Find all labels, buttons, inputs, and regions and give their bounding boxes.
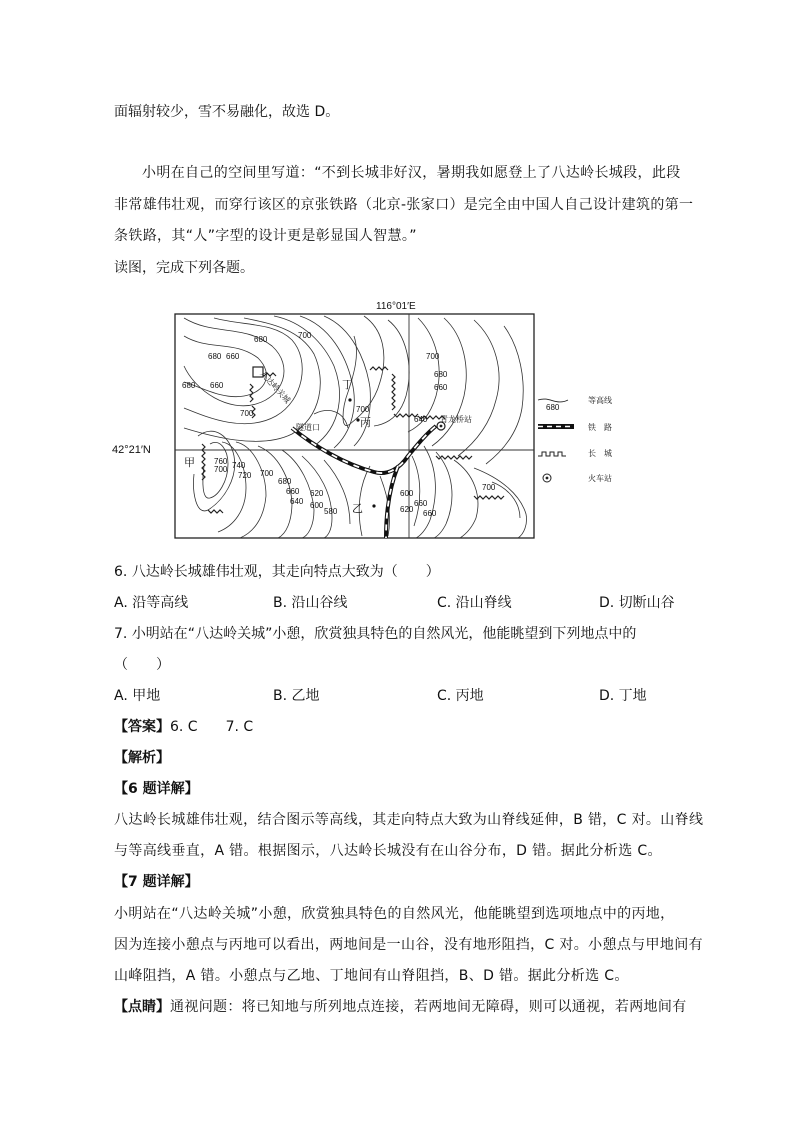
latitude-label: 42°21′N <box>112 444 151 456</box>
place-label-jia: 甲 <box>184 457 195 469</box>
contour-label: 660 <box>434 383 448 392</box>
contour-label: 700 <box>298 331 312 340</box>
q7-option-a: A. 甲地 <box>114 688 161 704</box>
contour-label: 640 <box>290 497 304 506</box>
place-label-guancheng: 八达岭关城 <box>258 369 292 406</box>
contour-label: 700 <box>482 483 496 492</box>
contour-label: 660 <box>286 487 300 496</box>
passage-line-2: 非常雄伟壮观，而穿行该区的京张铁路（北京-张家口）是完全由中国人自己设计建筑的第一 <box>114 197 694 213</box>
legend-wall-label: 长 城 <box>588 449 612 458</box>
contour-label: 600 <box>310 501 324 510</box>
contour-label: 700 <box>260 469 274 478</box>
place-label-ding: 丁 <box>342 379 353 391</box>
passage-instruction: 读图，完成下列各题。 <box>114 260 254 276</box>
q6-option-b: B. 沿山谷线 <box>273 595 348 611</box>
yi-point <box>372 504 375 507</box>
place-label-bing: 丙 <box>360 417 371 429</box>
contour-label: 680 <box>434 370 448 379</box>
passage-line-3: 条铁路，其“人”字型的设计更是彰显国人智慧。” <box>114 228 417 244</box>
question-7-number: 7. <box>114 626 128 642</box>
tip-label: 【点睛】 <box>114 999 170 1015</box>
contour-label: 720 <box>238 471 252 480</box>
contour-label: 640 <box>414 415 428 424</box>
place-label-tunnel: 隧道口 <box>296 423 320 432</box>
contour-label: 700 <box>240 409 254 418</box>
legend-contour-label: 等高线 <box>588 396 612 405</box>
legend-station-label: 火车站 <box>588 474 612 483</box>
contour-label: 680 <box>254 335 268 344</box>
q6-option-d: D. 切断山谷 <box>599 595 675 611</box>
contour-label: 620 <box>400 505 414 514</box>
contour-label: 580 <box>324 507 338 516</box>
question-7 <box>114 624 636 644</box>
contour-label: 680 <box>278 477 292 486</box>
answer-label: 【答案】 <box>114 719 170 735</box>
contour-label: 600 <box>400 489 414 498</box>
analysis-label: 【解析】 <box>114 750 170 766</box>
answer-text: 6. C 7. C <box>170 719 254 735</box>
contour-label: 680 <box>182 381 196 390</box>
q6-detail-line-2: 与等高线垂直，A 错。根据图示，八达岭长城没有在山谷分布，D 错。据此分析选 C。 <box>114 843 662 859</box>
q7-detail-line-2: 因为连接小憩点与丙地可以看出，两地间是一山谷，没有地形阻挡，C 对。小憩点与甲地间有 <box>114 937 703 953</box>
q6-detail-label: 【6 题详解】 <box>114 781 199 797</box>
question-7-stem: 小明站在“八达岭关城”小憩，欣赏独具特色的自然风光，他能眺望到下列地点中的 <box>131 626 637 642</box>
question-7-stem-cont: （ ） <box>114 657 170 673</box>
q7-detail-label: 【7 题详解】 <box>114 874 199 890</box>
question-6-stem: 八达岭长城雄伟壮观，其走向特点大致为（ ） <box>131 564 440 580</box>
tip-row <box>114 997 687 1017</box>
q7-option-d: D. 丁地 <box>599 688 647 704</box>
intro-tail: 面辐射较少，雪不易融化，故选 D。 <box>114 104 340 120</box>
badaling-contour-map <box>174 296 654 544</box>
legend-contour-value: 680 <box>546 403 560 412</box>
legend-wall-symbol <box>538 452 566 456</box>
contour-label: 740 <box>232 461 246 470</box>
question-6 <box>114 562 440 582</box>
q6-detail-line-1: 八达岭长城雄伟壮观，结合图示等高线，其走向特点大致为山脊线延伸，B 错，C 对。山脊线 <box>114 812 704 828</box>
q7-detail-line-1: 小明站在“八达岭关城”小憩，欣赏独具特色的自然风光，他能眺望到选项地点中的丙地， <box>114 906 675 922</box>
contour-label: 660 <box>423 509 437 518</box>
place-label-yi: 乙 <box>352 503 363 515</box>
contour-label: 680 <box>208 352 222 361</box>
contour-label: 700 <box>356 405 370 414</box>
contour-label: 760 <box>214 457 228 466</box>
contour-label: 660 <box>226 352 240 361</box>
q7-option-c: C. 丙地 <box>437 688 484 704</box>
longitude-label: 116°01′E <box>376 301 416 312</box>
place-label-station: 青龙桥站 <box>440 415 472 424</box>
legend-railway-label: 铁 路 <box>588 423 612 432</box>
answer-row <box>114 717 253 737</box>
q7-option-b: B. 乙地 <box>273 688 320 704</box>
contour-label: 660 <box>414 499 428 508</box>
q6-option-c: C. 沿山脊线 <box>437 595 512 611</box>
q6-option-a: A. 沿等高线 <box>114 595 189 611</box>
contour-label: 700 <box>214 465 228 474</box>
question-6-number: 6. <box>114 564 128 580</box>
ding-point <box>348 398 351 401</box>
map-legend <box>538 395 612 483</box>
q7-detail-line-3: 山峰阻挡，A 错。小憩点与乙地、丁地间有山脊阻挡，B、D 错。据此分析选 C。 <box>114 968 629 984</box>
contour-label: 700 <box>426 352 440 361</box>
contour-label: 660 <box>210 381 224 390</box>
contour-label: 620 <box>310 489 324 498</box>
tip-text: 通视问题：将已知地与所列地点连接，若两地间无障碍，则可以通视，若两地间有 <box>170 999 687 1015</box>
passage-line-1: 小明在自己的空间里写道：“不到长城非好汉，暑期我如愿登上了八达岭长城段，此段 <box>142 165 681 181</box>
